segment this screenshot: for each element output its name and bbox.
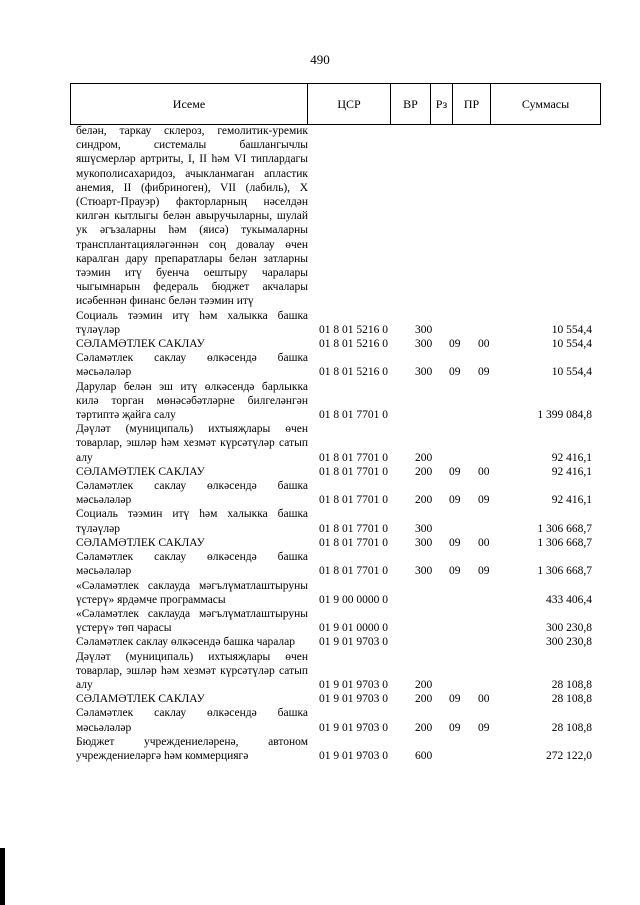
row-vr: 200	[415, 678, 433, 691]
row-csr: 01 8 01 7701 0	[319, 565, 388, 578]
row-name: «Сәламәтлек саклауда мәгълүматлаштыруны үстерү» төп чарасы	[76, 607, 308, 635]
row-csr: 01 8 01 7701 0	[319, 409, 388, 422]
table-row	[76, 692, 594, 706]
row-csr: 01 8 01 7701 0	[319, 465, 388, 478]
table-row	[76, 309, 594, 337]
row-sum: 92 416,1	[551, 465, 592, 478]
header-csr: ЦСР	[307, 84, 390, 124]
row-pr: 09	[478, 366, 490, 379]
row-sum: 28 108,8	[551, 678, 592, 691]
row-csr: 01 9 00 0000 0	[319, 593, 388, 606]
row-name: «Сәламәтлек саклауда мәгълүматлаштыруны үстерү» ярдәмче программасы	[76, 579, 308, 606]
row-name: Сәламәтлек саклау өлкәсендә башка мәсьәләләр	[76, 352, 308, 379]
row-pr: 09	[478, 721, 490, 734]
row-csr: 01 8 01 7701 0	[319, 494, 388, 507]
row-csr: 01 9 01 9703 0	[319, 693, 388, 706]
table-row	[76, 607, 594, 635]
row-name: Дәүләт (муниципаль) ихтыяҗлары өчен товарлар, эшләр һәм хезмәт күрсәтүләр сатып алу	[76, 423, 308, 464]
row-csr: 01 8 01 7701 0	[319, 522, 388, 535]
row-sum: 300 230,8	[546, 636, 592, 649]
row-name: Сәламәтлек саклау өлкәсендә башка мәсьәләләр	[76, 551, 308, 578]
row-name: Сәламәтлек саклау өлкәсендә башка мәсьәләләр	[76, 480, 308, 507]
row-values	[76, 565, 594, 579]
table-row	[76, 422, 594, 465]
row-rz: 09	[449, 693, 461, 706]
table-row	[76, 536, 594, 550]
row-name: Сәламәтлек саклау өлкәсендә башка мәсьәләләр	[76, 707, 308, 734]
header-name: Исеме	[172, 96, 206, 111]
row-values	[76, 493, 594, 507]
table-body	[76, 124, 594, 763]
row-sum: 1 399 084,8	[537, 409, 592, 422]
row-vr: 200	[415, 465, 433, 478]
row-vr: 300	[415, 536, 433, 549]
table-row	[76, 351, 594, 379]
row-values	[76, 636, 594, 650]
row-pr: 00	[478, 338, 490, 351]
table-row	[76, 635, 594, 649]
row-name: Дәүләт (муниципаль) ихтыяҗлары өчен товарлар, эшләр һәм хезмәт күрсәтүләр сатып алу	[76, 650, 308, 691]
table-row	[76, 550, 594, 578]
row-values	[76, 593, 594, 607]
row-csr: 01 9 01 9703 0	[319, 678, 388, 691]
table-row	[76, 380, 594, 423]
table-row	[76, 706, 594, 734]
row-vr: 300	[415, 522, 433, 535]
row-values	[76, 522, 594, 536]
row-values	[76, 465, 594, 479]
row-vr: 300	[415, 565, 433, 578]
header-rz: Рз	[430, 84, 452, 124]
row-rz: 09	[449, 565, 461, 578]
row-sum: 1 306 668,7	[537, 536, 592, 549]
header-pr: ПР	[452, 84, 490, 124]
row-values	[76, 692, 594, 706]
row-pr: 00	[478, 465, 490, 478]
row-rz: 09	[449, 465, 461, 478]
row-vr: 300	[415, 338, 433, 351]
scan-edge-bar	[0, 848, 5, 905]
row-values	[76, 721, 594, 735]
table-row	[76, 337, 594, 351]
row-sum: 300 230,8	[546, 622, 592, 635]
row-name: СӘЛАМӘТЛЕК САКЛАУ	[76, 693, 205, 706]
row-vr: 200	[415, 451, 433, 464]
row-rz: 09	[449, 366, 461, 379]
row-values	[76, 678, 594, 692]
row-name: Дарулар белән эш итү өлкәсендә барлыкка килә торган мөнәсәбәтләрне билгеләнгән тәртиптә җайга салу	[76, 380, 308, 422]
row-vr: 200	[415, 494, 433, 507]
table-row	[76, 124, 594, 309]
row-sum: 28 108,8	[551, 721, 592, 734]
row-values	[76, 621, 594, 635]
row-sum: 92 416,1	[551, 494, 592, 507]
row-name: СӘЛАМӘТЛЕК САКЛАУ	[76, 338, 205, 351]
table-row	[76, 735, 594, 763]
row-name: Социаль тәэмин итү һәм халыкка башка түләүләр	[76, 508, 308, 535]
row-pr: 09	[478, 494, 490, 507]
row-name: СӘЛАМӘТЛЕК САКЛАУ	[76, 536, 205, 549]
page-number: 490	[310, 52, 330, 67]
row-sum: 1 306 668,7	[537, 565, 592, 578]
row-name: Сәламәтлек саклау өлкәсендә башка чаралар	[76, 636, 296, 649]
row-sum: 92 416,1	[551, 451, 592, 464]
row-pr: 00	[478, 693, 490, 706]
row-values	[76, 323, 594, 337]
row-csr: 01 9 01 9703 0	[319, 749, 388, 762]
row-pr: 09	[478, 565, 490, 578]
row-values	[76, 749, 594, 763]
row-vr: 200	[415, 693, 433, 706]
row-csr: 01 8 01 5216 0	[319, 323, 388, 336]
row-values	[76, 295, 594, 309]
table-row	[76, 650, 594, 693]
row-name: Социаль тәэмин итү һәм халыкка башка түләүләр	[76, 309, 308, 336]
row-rz: 09	[449, 536, 461, 549]
row-values	[76, 451, 594, 465]
row-vr: 300	[415, 366, 433, 379]
row-vr: 600	[415, 749, 433, 762]
row-values	[76, 366, 594, 380]
table-header	[70, 83, 601, 125]
table-row	[76, 507, 594, 535]
row-name: Бюджет учреждениеләренә, автоном учреждениеләргә һәм коммерциягә	[76, 735, 308, 762]
row-sum: 10 554,4	[551, 323, 592, 336]
row-sum: 433 406,4	[546, 593, 592, 606]
header-vr: ВР	[390, 84, 430, 124]
header-sum: Суммасы	[490, 84, 600, 124]
row-values	[76, 337, 594, 351]
table-row	[76, 579, 594, 607]
table-row	[76, 479, 594, 507]
row-rz: 09	[449, 721, 461, 734]
row-csr: 01 9 01 0000 0	[319, 622, 388, 635]
row-csr: 01 8 01 7701 0	[319, 451, 388, 464]
table-row	[76, 465, 594, 479]
row-rz: 09	[449, 494, 461, 507]
row-name: белән, таркау склероз, гемолитик-уремик синдром, системалы башлангычлы яшүсмерләр артриты, I, II һәм VI типлардагы мукополисахаридоз, ачыкланмаган апластик анемия, II (фибриноген), VII (лабиль), X (Стюарт-Прауэр) факторларның нәселдән килгән кытлыгы белән авыручыларны, шулай ук әгъзаларны һәм (яисә) тукымаларны трансплантацияләгәннән соң довалау өчен каралган дару препаратлары белән затларны тәэмин итү буенча оештыру чаралары чыгымнарын федераль бюджет акчалары исәбеннән финанс белән тәэмин итү	[76, 125, 308, 308]
row-name: СӘЛАМӘТЛЕК САКЛАУ	[76, 465, 205, 478]
row-csr: 01 8 01 5216 0	[319, 366, 388, 379]
row-sum: 28 108,8	[551, 693, 592, 706]
row-csr: 01 9 01 9703 0	[319, 721, 388, 734]
row-csr: 01 8 01 5216 0	[319, 338, 388, 351]
row-sum: 10 554,4	[551, 366, 592, 379]
row-csr: 01 8 01 7701 0	[319, 536, 388, 549]
row-sum: 272 122,0	[546, 749, 592, 762]
row-pr: 00	[478, 536, 490, 549]
row-vr: 200	[415, 721, 433, 734]
row-sum: 1 306 668,7	[537, 522, 592, 535]
row-sum: 10 554,4	[551, 338, 592, 351]
row-vr: 300	[415, 323, 433, 336]
row-csr: 01 9 01 9703 0	[319, 636, 388, 649]
row-values	[76, 408, 594, 422]
row-values	[76, 536, 594, 550]
row-rz: 09	[449, 338, 461, 351]
